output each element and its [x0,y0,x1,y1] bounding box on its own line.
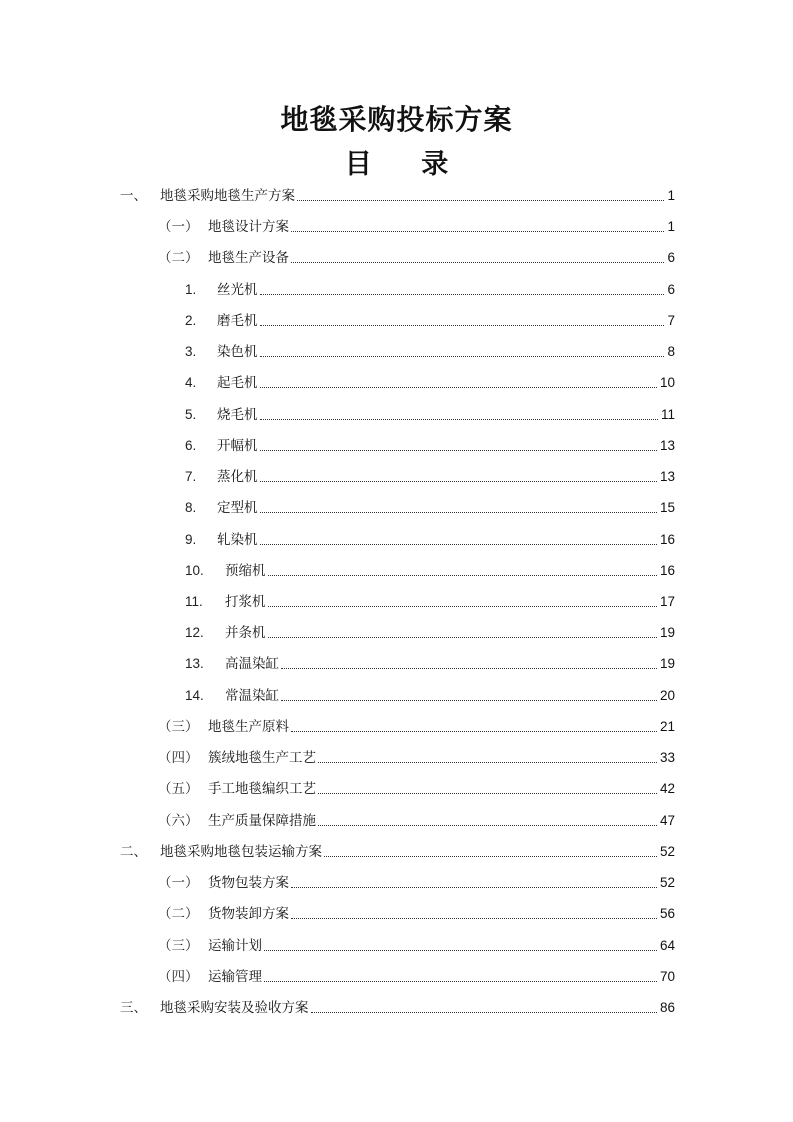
toc-entry-title[interactable]: 地毯生产设备 [208,250,289,267]
toc-entry-page: 47 [659,812,675,828]
toc-entry-number: （一） [158,219,199,236]
toc-entry[interactable] [158,967,675,987]
toc-entry[interactable] [120,186,675,206]
toc-entry-number: 一、 [120,188,147,204]
toc-entry-title[interactable]: 开幅机 [217,437,258,454]
toc-heading: 目 录 [344,149,449,180]
toc-entry[interactable] [185,373,675,393]
toc-entry-title[interactable]: 地毯采购地毯包装运输方案 [160,843,322,860]
toc-entry-number: 14. [185,687,204,703]
toc-entry-number: 1. [185,281,197,297]
toc-entry-number: （三） [158,937,199,954]
toc-entry-page: 52 [659,875,675,891]
toc-entry[interactable] [185,498,675,518]
toc-entry-page: 16 [659,531,675,547]
toc-dot-leader [260,512,657,513]
toc-entry-number: （一） [158,875,199,892]
toc-entry-page: 11 [660,406,675,422]
toc-entry-title[interactable]: 蒸化机 [217,469,258,486]
toc-dot-leader [291,887,657,888]
toc-dot-leader [268,606,657,607]
toc-entry-number: 11. [185,593,203,609]
toc-entry[interactable] [185,686,675,706]
toc-entry-number: 12. [185,625,204,641]
toc-entry-number: 9. [185,531,197,547]
toc-entry-title[interactable]: 运输计划 [208,937,262,954]
toc-dot-leader [297,200,664,201]
toc-entry-title[interactable]: 地毯设计方案 [208,219,289,236]
toc-entry-number: 三、 [120,999,147,1016]
toc-dot-leader [264,950,657,951]
toc-entry[interactable] [158,748,675,768]
toc-dot-leader [318,825,657,826]
toc-entry-page: 21 [659,718,675,734]
toc-entry-title[interactable]: 起毛机 [217,375,258,392]
toc-entry-title[interactable]: 常温染缸 [225,687,279,704]
toc-entry-page: 19 [659,656,675,672]
toc-entry-number: （二） [158,906,199,923]
toc-dot-leader [311,1012,657,1013]
toc-entry[interactable] [185,342,675,362]
toc-entry-page: 6 [667,281,675,297]
toc-entry-number: 2. [185,312,197,328]
document-title: 地毯采购投标方案 [280,103,513,136]
toc-entry[interactable] [185,436,675,456]
toc-entry-number: 5. [185,406,197,422]
toc-dot-leader [291,731,657,732]
toc-entry-title[interactable]: 手工地毯编织工艺 [208,781,316,798]
toc-entry-title[interactable]: 地毯采购地毯生产方案 [160,188,295,204]
toc-entry[interactable] [158,811,675,831]
toc-entry-title[interactable]: 定型机 [217,500,258,517]
toc-entry[interactable] [158,936,675,956]
toc-entry-page: 52 [659,843,675,859]
toc-entry-title[interactable]: 染色机 [217,344,258,361]
toc-entry-page: 86 [659,999,675,1015]
toc-dot-leader [268,637,657,638]
toc-entry-number: 4. [185,375,197,391]
toc-dot-leader [260,387,657,388]
toc-dot-leader [260,356,665,357]
toc-entry[interactable] [158,779,675,799]
toc-entry-title[interactable]: 磨毛机 [217,312,258,329]
toc-dot-leader [260,450,657,451]
toc-entry-number: 3. [185,344,197,360]
toc-entry-page: 20 [659,687,675,703]
toc-dot-leader [260,544,657,545]
toc-dot-leader [260,325,665,326]
toc-dot-leader [291,262,664,263]
toc-entry-page: 8 [667,344,675,360]
toc-entry-title[interactable]: 高温染缸 [225,656,279,673]
toc-entry-page: 13 [659,437,675,453]
toc-entry-number: 8. [185,500,197,516]
toc-entry-page: 33 [659,750,675,766]
toc-entry-number: （六） [158,812,199,829]
toc-dot-leader [318,793,657,794]
toc-entry-number: 13. [185,656,204,672]
toc-entry[interactable] [185,405,675,425]
toc-entry-page: 17 [659,593,675,609]
toc-entry-title[interactable]: 生产质量保障措施 [208,812,316,829]
toc-entry-number: 10. [185,562,204,578]
toc-entry-title[interactable]: 地毯采购安装及验收方案 [160,999,309,1016]
toc-entry-page: 42 [659,781,675,797]
toc-entry-number: （二） [158,250,199,267]
toc-entry-number: 7. [185,469,197,485]
toc-entry-number: 二、 [120,843,147,860]
toc-entry-title[interactable]: 丝光机 [217,281,258,298]
toc-entry[interactable] [185,592,675,612]
toc-dot-leader [260,419,658,420]
toc-entry-page: 6 [667,250,675,266]
toc-dot-leader [268,575,657,576]
toc-entry[interactable] [185,654,675,674]
toc-entry-title[interactable]: 簇绒地毯生产工艺 [208,750,316,767]
toc-entry-page: 1 [667,188,675,203]
toc-entry-page: 19 [659,625,675,641]
toc-dot-leader [281,668,657,669]
toc-dot-leader [281,700,657,701]
toc-dot-leader [291,231,664,232]
toc-entry-title[interactable]: 货物装卸方案 [208,906,289,923]
toc-entry[interactable] [158,873,675,893]
toc-entry-title[interactable]: 并条机 [225,625,266,642]
toc-entry[interactable] [158,717,675,737]
toc-entry[interactable] [158,248,675,268]
toc-entry-page: 15 [659,500,675,516]
toc-entry-title[interactable]: 轧染机 [217,531,258,548]
toc-entry-page: 56 [659,906,675,922]
toc-entry[interactable] [185,280,675,300]
toc-entry-number: （四） [158,968,199,985]
toc-entry-title[interactable]: 地毯生产原料 [208,718,289,735]
toc-entry-page: 16 [659,562,675,578]
toc-entry[interactable] [185,623,675,643]
toc-dot-leader [324,856,657,857]
toc-entry[interactable] [120,998,675,1018]
toc-entry-title[interactable]: 烧毛机 [217,406,258,423]
toc-entry-page: 1 [667,219,675,235]
toc-entry-page: 10 [659,375,675,391]
toc-entry-title[interactable]: 货物包装方案 [208,875,289,892]
toc-dot-leader [318,762,657,763]
toc-dot-leader [291,918,657,919]
toc-entry[interactable] [158,904,675,924]
toc-entry-number: 6. [185,437,197,453]
toc-entry-number: （四） [158,750,199,767]
toc-dot-leader [264,981,657,982]
toc-entry-number: （三） [158,718,199,735]
toc-entry-title[interactable]: 运输管理 [208,968,262,985]
toc-entry-page: 7 [667,312,675,328]
toc-entry-page: 64 [659,937,675,953]
toc-entry[interactable] [185,561,675,581]
toc-entry-title[interactable]: 预缩机 [225,562,266,579]
toc-entry[interactable] [120,842,675,862]
toc-dot-leader [260,481,657,482]
toc-entry[interactable] [185,530,675,550]
toc-entry[interactable] [158,217,675,237]
toc-entry-title[interactable]: 打浆机 [225,593,266,610]
toc-entry-page: 13 [659,469,675,485]
toc-entry[interactable] [185,467,675,487]
toc-entry-number: （五） [158,781,199,798]
toc-entry-page: 70 [659,968,675,984]
toc-entry[interactable] [185,311,675,331]
toc-dot-leader [260,294,665,295]
